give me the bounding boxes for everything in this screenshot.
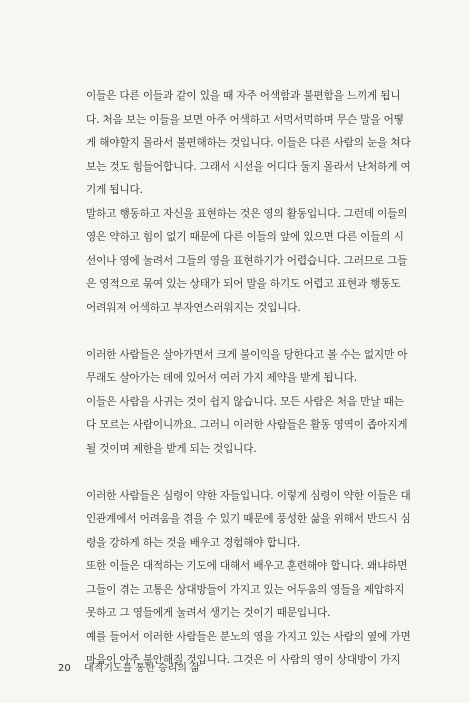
- running-title: 대적기도를 통한 승리의 삶: [84, 663, 200, 674]
- text-line: 령을 강하게 하는 것을 배우고 경험해야 합니다.: [86, 536, 301, 549]
- text-line: 다 모르는 사람이니까요. 그러니 이러한 사람들은 활동 영역이 좁아지게: [86, 419, 408, 431]
- text-line: 영은 약하고 힘이 없기 때문에 다른 이들의 앞에 있으면 다른 이들의 시: [86, 231, 404, 243]
- text-line: 예를 들어서 이러한 사람들은 분노의 영을 가지고 있는 사람의 옆에 가면: [86, 630, 411, 643]
- text-line: 또한 이들은 대적하는 기도에 대해서 배우고 훈련해야 합니다. 왜냐하면: [86, 560, 408, 572]
- paragraph: [86, 485, 412, 556]
- text-line: 다. 처음 보는 이들을 보면 아주 어색하고 서먹서먹하며 무슨 말을 어떻: [86, 113, 404, 126]
- page-number: 20: [58, 663, 71, 674]
- paragraph: [86, 344, 412, 391]
- text-line: 그들이 겪는 고통은 상대방들이 가지고 있는 어두움의 영들을 제압하지: [86, 583, 405, 596]
- paragraph-gap: [86, 320, 412, 344]
- paragraph: [86, 391, 412, 462]
- text-line: 이러한 사람들은 살아가면서 크게 불이익을 당한다고 볼 수는 없지만 아: [86, 348, 408, 361]
- page-footer: [58, 659, 200, 674]
- paragraph: [86, 555, 412, 626]
- text-line: 인관계에서 어려움을 겪을 수 있기 때문에 풍성한 삶을 위해서 반드시 심: [86, 513, 411, 525]
- text-line: 될 것이며 제한을 받게 되는 것입니다.: [86, 442, 257, 455]
- text-line: 이들은 사람을 사귀는 것이 쉽지 않습니다. 모든 사람은 처음 만날 때는: [86, 395, 404, 408]
- text-line: 이러한 사람들은 심령이 약한 자들입니다. 이렇게 심령이 약한 이들은 대: [86, 489, 411, 502]
- paragraph: [86, 203, 412, 321]
- text-line: 어려워져 어색하고 부자연스러워지는 것입니다.: [86, 301, 301, 314]
- text-line: 은 영적으로 묶여 있는 상태가 되어 말을 하기도 어렵고 표현과 행동도: [86, 278, 401, 290]
- paragraph-gap: [86, 461, 412, 485]
- paragraph: [86, 85, 412, 203]
- text-line: 기게 됩니다.: [86, 184, 143, 196]
- text-line: 말하고 행동하고 자신을 표현하는 것은 영의 활동입니다. 그런데 이들의: [86, 207, 408, 220]
- text-line: 보는 것도 힘들어합니다. 그래서 시선을 어디다 둘지 몰라서 난처하게 여: [86, 160, 411, 173]
- text-line: 선이나 영에 눌려서 그들의 영을 표현하기가 어렵습니다. 그러므로 그들: [86, 254, 408, 267]
- body-text: [86, 85, 412, 673]
- text-line: 못하고 그 영들에게 눌려서 생기는 것이기 때문입니다.: [86, 607, 331, 619]
- text-line: 게 해야할지 몰라서 불편해하는 것입니다. 이들은 다른 사람의 눈을 쳐다: [86, 137, 411, 149]
- text-line: 무래도 살아가는 데에 있어서 여러 가지 제약을 받게 됩니다.: [86, 372, 357, 384]
- text-line: 마음이 아주 불안해질 것입니다. 그것은 이 사람의 영이 상대방이 가지: [86, 654, 401, 666]
- text-line: 이들은 다른 이들과 같이 있을 때 자주 어색함과 불편함을 느끼게 됩니: [86, 90, 401, 102]
